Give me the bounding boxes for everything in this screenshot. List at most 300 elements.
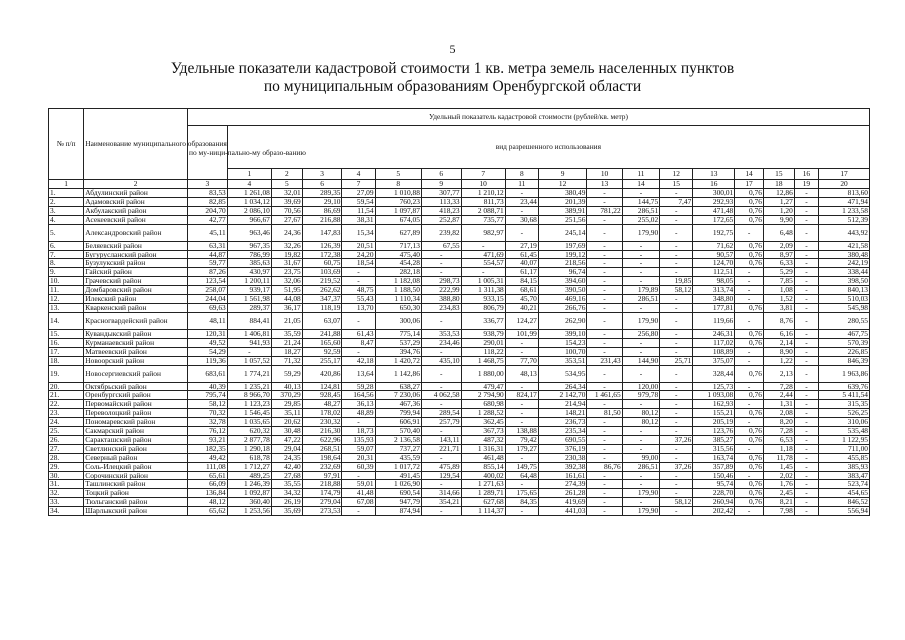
value-cell: - <box>794 471 818 480</box>
value-cell: 192,75 <box>693 224 735 241</box>
table-row <box>49 444 870 453</box>
value-cell: 2,08 <box>763 409 794 418</box>
value-cell: 375,07 <box>693 356 735 365</box>
value-cell: 148,21 <box>538 409 587 418</box>
value-cell: 103,69 <box>302 268 342 277</box>
value-cell: - <box>735 347 764 356</box>
value-cell: 510,03 <box>819 295 870 304</box>
value-cell: 218,88 <box>302 480 342 489</box>
value-cell: 47,22 <box>271 435 302 444</box>
value-cell: 435,59 <box>375 453 421 462</box>
value-cell: 2 088,71 <box>461 206 505 215</box>
municipality-name: Адамовский район <box>84 197 188 206</box>
value-cell: 523,74 <box>819 480 870 489</box>
value-cell: 300,06 <box>375 312 421 329</box>
value-cell: - <box>622 480 660 489</box>
subheader-use-9: 9 <box>538 169 587 180</box>
value-cell: 1 017,72 <box>375 462 421 471</box>
value-cell: 96,74 <box>538 268 587 277</box>
column-number: 18 <box>763 180 794 189</box>
value-cell: 216,30 <box>302 427 342 436</box>
value-cell: 48,75 <box>342 286 375 295</box>
value-cell: 45,70 <box>505 295 538 304</box>
table-row <box>49 498 870 507</box>
value-cell: - <box>794 295 818 304</box>
value-cell: 310,06 <box>819 418 870 427</box>
header-main: Удельный показатель кадастровой стоимости (рублей/кв. метр) <box>188 109 870 126</box>
value-cell: 282,18 <box>375 268 421 277</box>
value-cell: 2 877,78 <box>227 435 271 444</box>
value-cell: 15,34 <box>342 224 375 241</box>
value-cell: 42,40 <box>271 462 302 471</box>
value-cell: 737,27 <box>375 444 421 453</box>
value-cell: 39,69 <box>271 197 302 206</box>
value-cell: 1 110,34 <box>375 295 421 304</box>
value-cell: 59,54 <box>342 197 375 206</box>
municipality-name: Кувандыкский район <box>84 329 188 338</box>
table-row <box>49 224 870 241</box>
subheader-use-8: 8 <box>505 169 538 180</box>
value-cell: 126,39 <box>302 241 342 250</box>
value-cell: 717,13 <box>375 241 421 250</box>
value-cell: 1 406,81 <box>227 329 271 338</box>
value-cell: - <box>660 241 693 250</box>
municipality-name: Илекский район <box>84 295 188 304</box>
value-cell: 388,80 <box>421 295 461 304</box>
value-cell: 80,12 <box>622 418 660 427</box>
value-cell: - <box>794 427 818 436</box>
value-cell: 12,86 <box>763 189 794 198</box>
value-cell: 6,33 <box>763 259 794 268</box>
value-cell: 63,07 <box>302 312 342 329</box>
value-cell: 67,55 <box>421 241 461 250</box>
value-cell: 44,08 <box>271 295 302 304</box>
value-cell: 34,32 <box>271 489 302 498</box>
value-cell: 257,79 <box>421 418 461 427</box>
value-cell: 418,23 <box>421 206 461 215</box>
value-cell: - <box>587 498 622 507</box>
table-row <box>49 471 870 480</box>
value-cell: - <box>587 400 622 409</box>
value-cell: - <box>587 312 622 329</box>
municipality-name: Кваркенский район <box>84 303 188 312</box>
value-cell: 618,78 <box>227 453 271 462</box>
value-cell: - <box>622 444 660 453</box>
value-cell: - <box>794 409 818 418</box>
value-cell: - <box>505 338 538 347</box>
value-cell: - <box>622 400 660 409</box>
value-cell: 0,76 <box>735 427 764 436</box>
value-cell: - <box>505 224 538 241</box>
value-cell: 36,13 <box>342 400 375 409</box>
municipality-name: Грачевский район <box>84 277 188 286</box>
value-cell: 1 035,65 <box>227 418 271 427</box>
value-cell: 6,53 <box>763 435 794 444</box>
value-cell: - <box>505 409 538 418</box>
value-cell: 380,49 <box>538 189 587 198</box>
value-cell: 390,50 <box>538 286 587 295</box>
value-cell: - <box>421 400 461 409</box>
value-cell: 19,85 <box>660 277 693 286</box>
value-cell: 1,08 <box>763 286 794 295</box>
value-cell: 6,48 <box>763 224 794 241</box>
value-cell: - <box>587 241 622 250</box>
value-cell: 100,70 <box>538 347 587 356</box>
column-number: 19 <box>794 180 818 189</box>
value-cell: 204,70 <box>188 206 228 215</box>
value-cell: - <box>735 286 764 295</box>
value-cell: 0,76 <box>735 215 764 224</box>
value-cell: 2 142,70 <box>538 391 587 400</box>
value-cell: 26,19 <box>271 498 302 507</box>
municipality-name: Гайский район <box>84 268 188 277</box>
value-cell: 469,16 <box>538 295 587 304</box>
value-cell: 264,34 <box>538 382 587 391</box>
value-cell: 8,76 <box>763 312 794 329</box>
value-cell: 680,98 <box>461 400 505 409</box>
value-cell: 76,12 <box>188 427 228 436</box>
row-number: 22. <box>49 400 84 409</box>
value-cell: 0,76 <box>735 329 764 338</box>
value-cell: 92,59 <box>302 347 342 356</box>
row-number: 32. <box>49 489 84 498</box>
value-cell: 1 092,87 <box>227 489 271 498</box>
value-cell: - <box>421 453 461 462</box>
value-cell: 399,10 <box>538 329 587 338</box>
value-cell: - <box>794 312 818 329</box>
value-cell: 71,32 <box>271 356 302 365</box>
value-cell: - <box>794 224 818 241</box>
cadastral-value-table <box>48 108 870 516</box>
value-cell: 49,52 <box>188 338 228 347</box>
value-cell: 8 966,70 <box>227 391 271 400</box>
value-cell: 627,68 <box>461 498 505 507</box>
value-cell: 18,73 <box>342 427 375 436</box>
value-cell: 258,07 <box>188 286 228 295</box>
value-cell: 1,27 <box>763 197 794 206</box>
title-line-2: по муниципальным образованиям Оренбургской области <box>263 78 642 95</box>
value-cell: 7,85 <box>763 277 794 286</box>
value-cell: - <box>660 329 693 338</box>
value-cell: 179,27 <box>505 444 538 453</box>
value-cell: 467,75 <box>819 329 870 338</box>
municipality-name: Переволоцкий район <box>84 409 188 418</box>
municipality-name: Октябрьский район <box>84 382 188 391</box>
value-cell: - <box>421 480 461 489</box>
subheader-use-7: 7 <box>461 169 505 180</box>
value-cell: 690,55 <box>538 435 587 444</box>
value-cell: 467,36 <box>375 400 421 409</box>
municipality-name: Сакмарский район <box>84 427 188 436</box>
value-cell: - <box>660 427 693 436</box>
row-number: 4. <box>49 215 84 224</box>
value-cell: 627,89 <box>375 224 421 241</box>
value-cell: 70,32 <box>188 409 228 418</box>
table-row <box>49 303 870 312</box>
row-number: 5. <box>49 224 84 241</box>
row-number: 1. <box>49 189 84 198</box>
value-cell: 27,67 <box>271 215 302 224</box>
subheader-use-12: 12 <box>660 169 693 180</box>
value-cell: 221,71 <box>421 444 461 453</box>
value-cell: 2,09 <box>763 241 794 250</box>
value-cell: 1 963,86 <box>819 365 870 382</box>
value-cell: 24,35 <box>271 453 302 462</box>
value-cell: - <box>794 241 818 250</box>
value-cell: 1 290,18 <box>227 444 271 453</box>
value-cell: - <box>342 418 375 427</box>
value-cell: - <box>622 189 660 198</box>
value-cell: 526,25 <box>819 409 870 418</box>
value-cell: 179,90 <box>622 507 660 516</box>
value-cell: 1 210,12 <box>461 189 505 198</box>
value-cell: 840,13 <box>819 286 870 295</box>
value-cell: 292,93 <box>693 197 735 206</box>
value-cell: 27,09 <box>342 189 375 198</box>
value-cell: - <box>660 303 693 312</box>
value-cell: 376,19 <box>538 444 587 453</box>
value-cell: 64,48 <box>505 471 538 480</box>
value-cell: 120,31 <box>188 329 228 338</box>
value-cell: 179,89 <box>622 286 660 295</box>
value-cell: - <box>735 444 764 453</box>
value-cell: 49,42 <box>188 453 228 462</box>
value-cell: - <box>660 418 693 427</box>
value-cell: - <box>421 268 461 277</box>
value-cell: - <box>794 347 818 356</box>
value-cell: 813,60 <box>819 189 870 198</box>
subheader-use-15: 15 <box>763 169 794 180</box>
value-cell: 70,56 <box>271 206 302 215</box>
value-cell: 8,90 <box>763 347 794 356</box>
value-cell: 855,14 <box>461 462 505 471</box>
value-cell: - <box>622 338 660 347</box>
value-cell: 471,94 <box>819 197 870 206</box>
value-cell: 101,99 <box>505 329 538 338</box>
value-cell: - <box>660 391 693 400</box>
value-cell: 48,89 <box>342 409 375 418</box>
value-cell: 135,93 <box>342 435 375 444</box>
value-cell: 489,25 <box>227 471 271 480</box>
header-by-use: вид разрешенного использования <box>227 126 869 169</box>
row-number: 25. <box>49 427 84 436</box>
value-cell: - <box>342 268 375 277</box>
value-cell: 360,40 <box>227 498 271 507</box>
value-cell: 846,39 <box>819 356 870 365</box>
value-cell: 30,68 <box>505 215 538 224</box>
value-cell: 1 774,21 <box>227 365 271 382</box>
value-cell: 245,14 <box>538 224 587 241</box>
value-cell: 66,09 <box>188 480 228 489</box>
value-cell: 385,63 <box>227 259 271 268</box>
value-cell: 479,47 <box>461 382 505 391</box>
value-cell: 143,11 <box>421 435 461 444</box>
title-line-1: Удельные показатели кадастровой стоимости 1 кв. метра земель населенных пунктов <box>170 60 735 77</box>
value-cell: 60,75 <box>302 259 342 268</box>
row-number: 9. <box>49 268 84 277</box>
value-cell: 1 026,90 <box>375 480 421 489</box>
municipality-name: Первомайский район <box>84 400 188 409</box>
value-cell: 620,32 <box>227 427 271 436</box>
value-cell: 202,42 <box>693 507 735 516</box>
row-number: 31. <box>49 480 84 489</box>
value-cell: 2 794,90 <box>461 391 505 400</box>
value-cell: 35,11 <box>271 409 302 418</box>
value-cell: 1 311,38 <box>461 286 505 295</box>
table-row <box>49 462 870 471</box>
value-cell: 48,13 <box>505 365 538 382</box>
value-cell: 255,17 <box>302 356 342 365</box>
value-cell: 2,45 <box>763 489 794 498</box>
value-cell: 1 253,56 <box>227 507 271 516</box>
value-cell: 357,89 <box>693 462 735 471</box>
value-cell: 84,15 <box>505 277 538 286</box>
value-cell: - <box>622 498 660 507</box>
value-cell: - <box>735 312 764 329</box>
municipality-name: Асекеевский район <box>84 215 188 224</box>
value-cell: - <box>660 312 693 329</box>
value-cell: - <box>660 189 693 198</box>
value-cell: - <box>587 286 622 295</box>
subheader-use-14: 14 <box>735 169 764 180</box>
value-cell: - <box>660 444 693 453</box>
value-cell: 1 712,27 <box>227 462 271 471</box>
value-cell: 201,39 <box>538 197 587 206</box>
value-cell: - <box>342 507 375 516</box>
value-cell: 1 057,52 <box>227 356 271 365</box>
value-cell: 9,90 <box>763 215 794 224</box>
table-row <box>49 338 870 347</box>
value-cell: 68,61 <box>505 286 538 295</box>
value-cell: - <box>461 268 505 277</box>
table-row <box>49 259 870 268</box>
municipality-name: Беляевский район <box>84 241 188 250</box>
municipality-name: Новоорский район <box>84 356 188 365</box>
value-cell: 1 188,50 <box>375 286 421 295</box>
value-cell: 236,73 <box>538 418 587 427</box>
value-cell: 512,39 <box>819 215 870 224</box>
municipality-name: Домбаровский район <box>84 286 188 295</box>
value-cell: 273,53 <box>302 507 342 516</box>
value-cell: - <box>587 444 622 453</box>
value-cell: 20,51 <box>342 241 375 250</box>
value-cell: 441,03 <box>538 507 587 516</box>
municipality-name: Саракташский район <box>84 435 188 444</box>
value-cell: 266,76 <box>538 303 587 312</box>
value-cell: - <box>421 507 461 516</box>
value-cell: - <box>660 489 693 498</box>
value-cell: 230,32 <box>302 418 342 427</box>
value-cell: - <box>794 480 818 489</box>
table-row <box>49 241 870 250</box>
value-cell: 487,32 <box>461 435 505 444</box>
municipality-name: Красногвардейский район <box>84 312 188 329</box>
value-cell: - <box>794 444 818 453</box>
row-number: 28. <box>49 453 84 462</box>
value-cell: 252,87 <box>421 215 461 224</box>
value-cell: 0,76 <box>735 462 764 471</box>
value-cell: - <box>587 453 622 462</box>
value-cell: - <box>794 197 818 206</box>
document-title <box>0 60 905 96</box>
value-cell: 338,44 <box>819 268 870 277</box>
value-cell: 735,77 <box>461 215 505 224</box>
value-cell: - <box>342 277 375 286</box>
value-cell: - <box>622 241 660 250</box>
municipality-name: Абдулинский район <box>84 189 188 198</box>
value-cell: 58,12 <box>660 286 693 295</box>
table-row <box>49 250 870 259</box>
value-cell: 0,76 <box>735 241 764 250</box>
value-cell: 242,19 <box>819 259 870 268</box>
value-cell: 874,94 <box>375 507 421 516</box>
value-cell: - <box>587 427 622 436</box>
value-cell: - <box>587 418 622 427</box>
value-cell: 298,73 <box>421 277 461 286</box>
value-cell: 1 034,12 <box>227 197 271 206</box>
value-cell: - <box>660 480 693 489</box>
value-cell: 37,26 <box>660 435 693 444</box>
value-cell: 982,97 <box>461 224 505 241</box>
value-cell: 21,05 <box>271 312 302 329</box>
row-number: 8. <box>49 259 84 268</box>
row-number: 23. <box>49 409 84 418</box>
value-cell: - <box>342 312 375 329</box>
value-cell: 219,52 <box>302 277 342 286</box>
value-cell: 29,04 <box>271 444 302 453</box>
value-cell: 1,76 <box>763 480 794 489</box>
value-cell: 77,70 <box>505 356 538 365</box>
value-cell: 846,52 <box>819 498 870 507</box>
value-cell: 0,76 <box>735 303 764 312</box>
value-cell: 32,26 <box>271 241 302 250</box>
value-cell: 55,43 <box>342 295 375 304</box>
row-number: 13. <box>49 303 84 312</box>
row-number: 2. <box>49 197 84 206</box>
value-cell: 394,60 <box>538 277 587 286</box>
row-number: 15. <box>49 329 84 338</box>
value-cell: 1 288,52 <box>461 409 505 418</box>
value-cell: - <box>735 400 764 409</box>
value-cell: - <box>622 250 660 259</box>
value-cell: 475,40 <box>375 250 421 259</box>
value-cell: 268,51 <box>302 444 342 453</box>
column-number: 13 <box>587 180 622 189</box>
value-cell: 42,77 <box>188 215 228 224</box>
value-cell: 98,05 <box>693 277 735 286</box>
value-cell: 32,78 <box>188 418 228 427</box>
value-cell: - <box>660 206 693 215</box>
value-cell: - <box>660 382 693 391</box>
value-cell: 1 123,23 <box>227 400 271 409</box>
value-cell: - <box>505 206 538 215</box>
value-cell: 274,39 <box>538 480 587 489</box>
value-cell: 383,47 <box>819 471 870 480</box>
value-cell: 41,48 <box>342 489 375 498</box>
value-cell: 0,76 <box>735 391 764 400</box>
value-cell: 380,48 <box>819 250 870 259</box>
value-cell: 20,62 <box>271 418 302 427</box>
value-cell: 8,20 <box>763 418 794 427</box>
value-cell: 61,17 <box>505 268 538 277</box>
subheader-use-1: 1 <box>227 169 271 180</box>
column-number: 17 <box>735 180 764 189</box>
value-cell: 228,70 <box>693 489 735 498</box>
header-by-mo: по му-ници-пально-му образо-ванию <box>188 126 228 180</box>
value-cell: - <box>794 250 818 259</box>
row-number: 6. <box>49 241 84 250</box>
value-cell: 59,29 <box>271 365 302 382</box>
